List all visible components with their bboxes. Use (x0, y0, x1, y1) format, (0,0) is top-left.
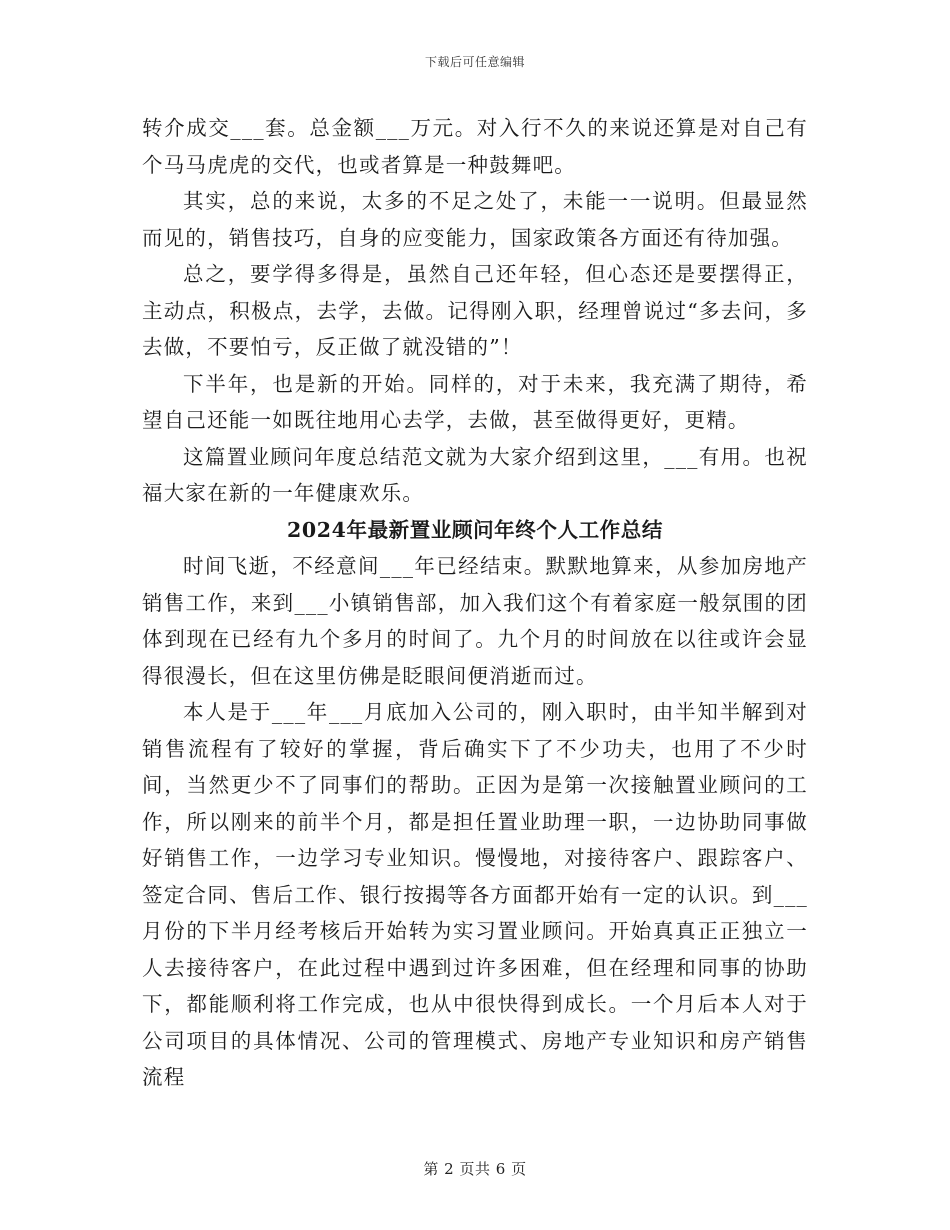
paragraph: 其实，总的来说，太多的不足之处了，未能一一说明。但最显然而见的，销售技巧，自身的应变能力，国家政策各方面还有待加强。 (142, 189, 808, 250)
paragraph: 总之，要学得多得是，虽然自己还年轻，但心态还是要摆得正，主动点，积极点，去学，去做。记得刚入职，经理曾说过“多去问，多去做，不要怕亏，反正做了就没错的”！ (142, 262, 808, 359)
page-number: 第 2 页共 6 页 (423, 1160, 527, 1178)
paragraph-continuation: 转介成交___套。总金额___万元。对入行不久的来说还算是对自己有个马马虎虎的交代，也或者算是一种鼓舞吧。 (142, 116, 808, 177)
section-title: 2024年最新置业顾问年终个人工作总结 (287, 517, 663, 542)
paragraph: 下半年，也是新的开始。同样的，对于未来，我充满了期待，希望自己还能一如既往地用心去学，去做，甚至做得更好，更精。 (142, 371, 808, 432)
paragraph: 时间飞逝，不经意间___年已经结束。默默地算来，从参加房地产销售工作，来到___小镇销售部，加入我们这个有着家庭一般氛围的团体到现在已经有九个多月的时间了。九个月的时间放在以往或许会显得很漫长，但在这里仿佛是眨眼间便消逝而过。 (142, 554, 808, 688)
document-body (142, 110, 808, 1096)
paragraph: 这篇置业顾问年度总结范文就为大家介绍到这里，___有用。也祝福大家在新的一年健康欢乐。 (142, 444, 808, 505)
paragraph: 本人是于___年___月底加入公司的，刚入职时，由半知半解到对销售流程有了较好的掌握，背后确实下了不少功夫，也用了不少时间，当然更少不了同事们的帮助。正因为是第一次接触置业顾问的工作，所以刚来的前半个月，都是担任置业助理一职，一边协助同事做好销售工作，一边学习专业知识。慢慢地，对接待客户、跟踪客户、签定合同、售后工作、银行按揭等各方面都开始有一定的认识。到___月份的下半月经考核后开始转为实习置业顾问。开始真真正正独立一人去接待客户，在此过程中遇到过许多困难，但在经理和同事的协助下，都能顺利将工作完成，也从中很快得到成长。一个月后本人对于公司项目的具体情况、公司的管理模式、房地产专业知识和房产销售流程 (142, 700, 808, 1089)
page-header: 下载后可任意编辑 (424, 55, 525, 69)
